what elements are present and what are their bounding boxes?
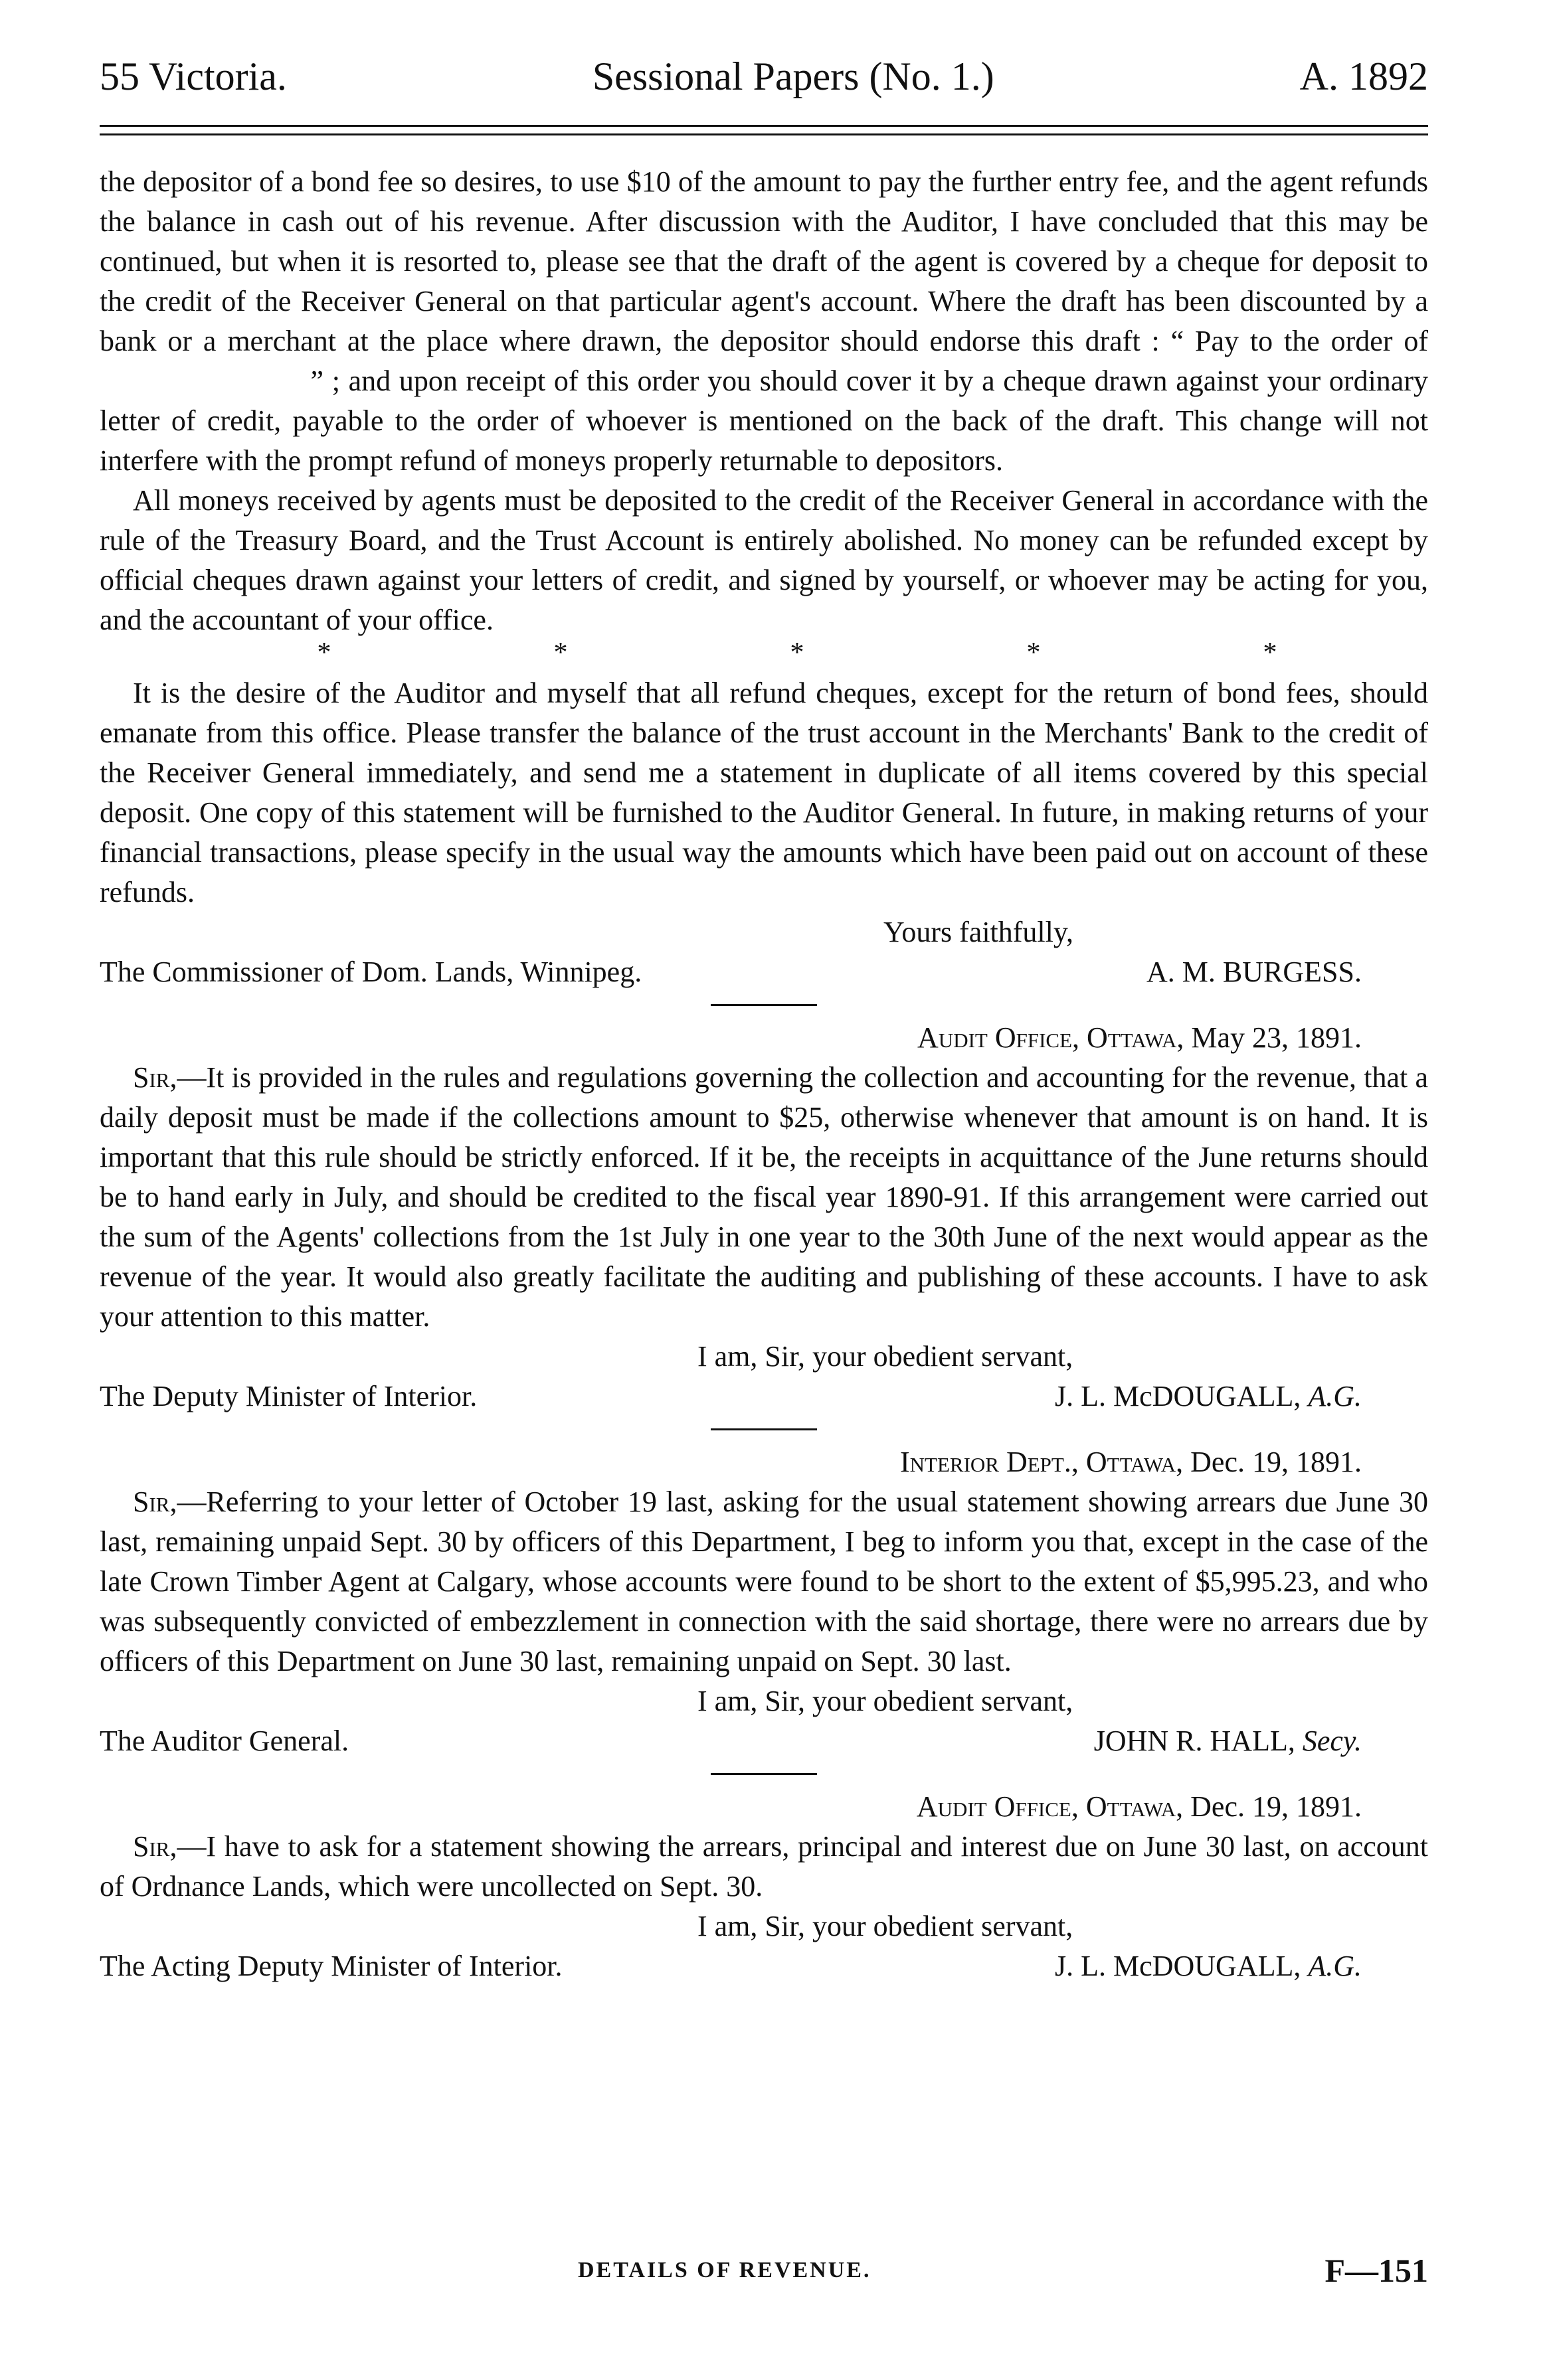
header-volume: 55 Victoria. bbox=[100, 54, 287, 98]
page-footer bbox=[100, 2251, 1428, 2291]
letter2-signature-title: A.G. bbox=[1308, 1380, 1362, 1412]
letter3-salutation: Sir, bbox=[133, 1486, 177, 1518]
letter4-signature: J. L. McDOUGALL, A.G. bbox=[1055, 1950, 1362, 1982]
star-1: * bbox=[317, 638, 331, 668]
letter2-addressee: The Deputy Minister of Interior. bbox=[100, 1380, 478, 1412]
letter1-closing: Yours faithfully, bbox=[883, 916, 1074, 948]
letter4-body bbox=[100, 1827, 1428, 1907]
letter3-signature-line bbox=[100, 1721, 1428, 1761]
header-title: Sessional Papers (No. 1.) bbox=[592, 54, 994, 98]
paragraph-moneys: All moneys received by agents must be deposited to the credit of the Receiver General in accordance with the rule of the Treasury Board, and the Trust Account is entirely abolished. No money can be refunded except by official cheques drawn against your letters of credit, and signed by yourself, or whoever may be acting for you, and the accountant of your office. bbox=[100, 484, 1428, 636]
letter2-dateline bbox=[100, 1018, 1428, 1058]
footer-page-number: F—151 bbox=[1324, 2252, 1428, 2289]
letter3-dateline bbox=[100, 1442, 1428, 1482]
letter3-closing: I am, Sir, your obedient servant, bbox=[697, 1685, 1073, 1717]
letter-separator bbox=[711, 1773, 817, 1775]
letter2-date: May 23, 1891. bbox=[1191, 1021, 1362, 1054]
header-year: A. 1892 bbox=[1299, 54, 1428, 98]
letter3-signature: JOHN R. HALL, Secy. bbox=[1093, 1725, 1362, 1757]
letter2-closing: I am, Sir, your obedient servant, bbox=[697, 1340, 1073, 1373]
letter2-salutation: Sir, bbox=[133, 1061, 177, 1094]
letter2-signature-line bbox=[100, 1377, 1428, 1416]
star-4: * bbox=[1026, 638, 1041, 668]
letter2-office: Audit Office, Ottawa, bbox=[917, 1021, 1184, 1054]
letter3-addressee: The Auditor General. bbox=[100, 1725, 349, 1757]
letter2-body bbox=[100, 1058, 1428, 1337]
letter3-body bbox=[100, 1482, 1428, 1681]
letter-separator bbox=[711, 1428, 817, 1430]
letter4-salutation: Sir, bbox=[133, 1830, 177, 1863]
header-double-rule bbox=[100, 125, 1428, 135]
footer-section-title: DETAILS OF REVENUE. bbox=[578, 2258, 871, 2282]
letter4-date: Dec. 19, 1891. bbox=[1190, 1790, 1362, 1823]
document-page bbox=[100, 46, 1428, 2331]
letter3-text: —Referring to your letter of October 19 last, asking for the usual statement showing arrears due June 30 last, remaining unpaid Sept. 30 by officers of this Department, I beg to inform you that, except in the case of the late Crown Timber Agent at Calgary, whose accounts were found to be short to the extent of $5,995.23, and who was subsequently convicted of embezzlement in connection with the said shortage, there were no arrears due by officers of this Department on June 30 last, remaining unpaid on Sept. 30 last. bbox=[100, 1486, 1428, 1677]
paragraph-continuation: the depositor of a bond fee so desires, to use $10 of the amount to pay the further entry fee, and the agent refunds the balance in cash out of his revenue. After discussion with the Auditor, I have concluded that this may be continued, but when it is resorted to, please see that the draft of the agent is covered by a cheque for deposit to the credit of the Receiver General on that particular agent's account. Where the draft has been discounted by a bank or a merchant at the place where drawn, the depositor should endorse this draft : “ Pay to the order of ” ; and upon receipt of this order you should cover it by a cheque drawn against your ordinary letter of credit, payable to the order of whoever is mentioned on the back of the draft. This change will not interfere with the prompt refund of moneys properly returnable to depositors. bbox=[100, 165, 1428, 477]
letter1-signature-line bbox=[100, 952, 1428, 992]
letter2-text: —It is provided in the rules and regulations governing the collection and accounting for the revenue, that a daily deposit must be made if the collections amount to $25, otherwise whenever that amount is on hand. It is important that this rule should be strictly enforced. If it be, the receipts in acquittance of the June returns should be to hand early in July, and should be credited to the fiscal year 1890-91. If this arrangement were carried out the sum of the Agents' collections from the 1st July in one year to the 30th June of the next would appear as the revenue of the year. It would also greatly facilitate the auditing and publishing of these accounts. I have to ask your attention to this matter. bbox=[100, 1061, 1428, 1333]
running-header bbox=[100, 46, 1428, 113]
letter3-date: Dec. 19, 1891. bbox=[1190, 1446, 1362, 1478]
letter4-dateline bbox=[100, 1787, 1428, 1827]
letter1-signature: A. M. BURGESS. bbox=[1146, 956, 1362, 988]
letter4-text: —I have to ask for a statement showing the arrears, principal and interest due on June 30 last, on account of Ordnance Lands, which were uncollected on Sept. 30. bbox=[100, 1830, 1428, 1903]
letter1-addressee: The Commissioner of Dom. Lands, Winnipeg. bbox=[100, 956, 642, 988]
star-5: * bbox=[1263, 638, 1277, 668]
letter3-office: Interior Dept., Ottawa, bbox=[900, 1446, 1184, 1478]
letter-separator bbox=[711, 1004, 817, 1006]
letter4-signature-line bbox=[100, 1946, 1428, 1986]
star-3: * bbox=[790, 638, 804, 668]
letter4-office: Audit Office, Ottawa, bbox=[916, 1790, 1184, 1823]
omission-stars bbox=[100, 638, 1428, 668]
paragraph-refund-cheques: It is the desire of the Auditor and myself that all refund cheques, except for the return of bond fees, should emanate from this office. Please transfer the balance of the trust account in the Merchants' Bank to the credit of the Receiver General immediately, and send me a statement in duplicate of all items covered by this special deposit. One copy of this statement will be furnished to the Auditor General. In future, in making returns of your financial transactions, please specify in the usual way the amounts which have been paid out on account of these refunds. bbox=[100, 677, 1428, 908]
star-2: * bbox=[553, 638, 568, 668]
letter4-closing: I am, Sir, your obedient servant, bbox=[697, 1910, 1073, 1942]
letter4-signature-title: A.G. bbox=[1308, 1950, 1362, 1982]
letter3-signature-title: Secy. bbox=[1302, 1725, 1362, 1757]
letter4-addressee: The Acting Deputy Minister of Interior. bbox=[100, 1950, 563, 1982]
letter2-signature: J. L. McDOUGALL, A.G. bbox=[1055, 1380, 1362, 1412]
